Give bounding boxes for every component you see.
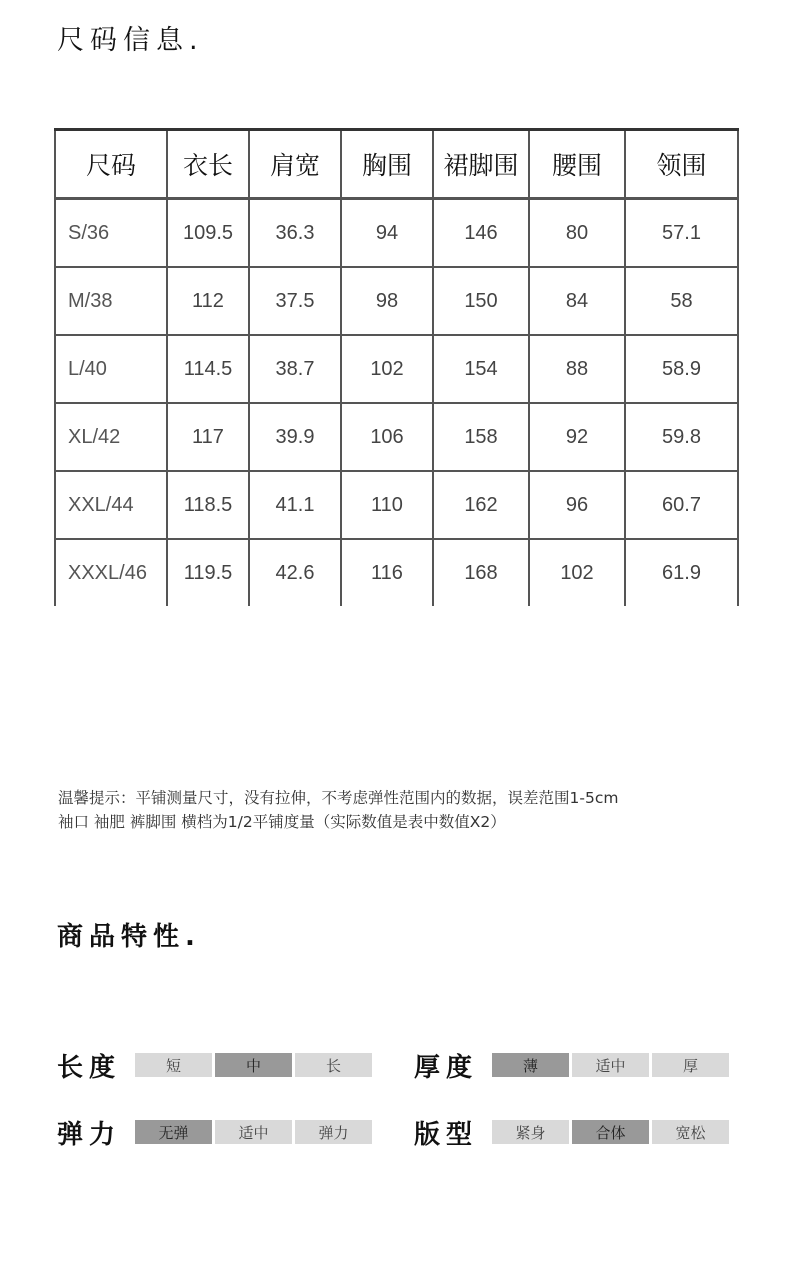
measurement-cell: 94 — [341, 199, 433, 268]
header-size: 尺码 — [55, 130, 167, 199]
measurement-cell: 112 — [167, 267, 249, 335]
measurement-cell: 102 — [341, 335, 433, 403]
size-cell: S/36 — [55, 199, 167, 268]
measurement-cell: 106 — [341, 403, 433, 471]
measurement-cell: 102 — [529, 539, 625, 606]
table-row — [55, 471, 738, 539]
measurement-cell: 98 — [341, 267, 433, 335]
feature-option: 短 — [135, 1053, 212, 1077]
feature-label: 长度 — [57, 1052, 122, 1083]
measurement-cell: 109.5 — [167, 199, 249, 268]
feature-row — [414, 1119, 729, 1150]
size-table-body — [55, 199, 738, 607]
measurement-cell: 36.3 — [249, 199, 341, 268]
measurement-cell: 158 — [433, 403, 529, 471]
measurement-cell: 58 — [625, 267, 738, 335]
measurement-cell: 114.5 — [167, 335, 249, 403]
measurement-cell: 41.1 — [249, 471, 341, 539]
size-cell: L/40 — [55, 335, 167, 403]
measurement-cell: 59.8 — [625, 403, 738, 471]
measurement-cell: 150 — [433, 267, 529, 335]
feature-option: 紧身 — [492, 1120, 569, 1144]
table-row — [55, 539, 738, 606]
header-waist: 腰围 — [529, 130, 625, 199]
product-features-title: 商品特性. — [57, 922, 201, 952]
measurement-cell: 84 — [529, 267, 625, 335]
table-row — [55, 403, 738, 471]
measurement-cell: 61.9 — [625, 539, 738, 606]
measurement-cell: 110 — [341, 471, 433, 539]
feature-options — [492, 1053, 729, 1077]
size-table — [54, 128, 739, 606]
feature-options — [135, 1053, 372, 1077]
feature-option-selected: 合体 — [572, 1120, 649, 1144]
notes-line-2: 袖口 袖肥 裤脚围 横档为1/2平铺度量（实际数值是表中数值X2） — [58, 813, 506, 831]
measurement-cell: 118.5 — [167, 471, 249, 539]
feature-row — [57, 1119, 372, 1150]
feature-option: 适中 — [215, 1120, 292, 1144]
measurement-cell: 80 — [529, 199, 625, 268]
measurement-cell: 42.6 — [249, 539, 341, 606]
measurement-cell: 119.5 — [167, 539, 249, 606]
feature-options — [492, 1120, 729, 1144]
feature-option-selected: 中 — [215, 1053, 292, 1077]
measurement-cell: 57.1 — [625, 199, 738, 268]
measurement-notes — [58, 786, 758, 834]
header-hem: 裙脚围 — [433, 130, 529, 199]
measurement-cell: 117 — [167, 403, 249, 471]
size-cell: M/38 — [55, 267, 167, 335]
feature-option-selected: 无弹 — [135, 1120, 212, 1144]
feature-option: 宽松 — [652, 1120, 729, 1144]
feature-label: 弹力 — [57, 1119, 122, 1150]
feature-options — [135, 1120, 372, 1144]
size-table-header-row — [55, 130, 738, 199]
measurement-cell: 88 — [529, 335, 625, 403]
measurement-cell: 168 — [433, 539, 529, 606]
measurement-cell: 154 — [433, 335, 529, 403]
table-row — [55, 267, 738, 335]
measurement-cell: 92 — [529, 403, 625, 471]
feature-option: 弹力 — [295, 1120, 372, 1144]
measurement-cell: 38.7 — [249, 335, 341, 403]
feature-label: 厚度 — [414, 1052, 479, 1083]
measurement-cell: 39.9 — [249, 403, 341, 471]
measurement-cell: 162 — [433, 471, 529, 539]
feature-option: 适中 — [572, 1053, 649, 1077]
feature-label: 版型 — [414, 1119, 479, 1150]
size-info-title: 尺码信息. — [57, 25, 204, 56]
notes-line-1: 温馨提示：平铺测量尺寸，没有拉伸，不考虑弹性范围内的数据，误差范围1-5cm — [58, 789, 619, 807]
size-cell: XXXL/46 — [55, 539, 167, 606]
feature-row — [414, 1052, 729, 1083]
feature-option-selected: 薄 — [492, 1053, 569, 1077]
header-shoulder: 肩宽 — [249, 130, 341, 199]
header-length: 衣长 — [167, 130, 249, 199]
feature-option: 厚 — [652, 1053, 729, 1077]
measurement-cell: 60.7 — [625, 471, 738, 539]
header-collar: 领围 — [625, 130, 738, 199]
size-cell: XL/42 — [55, 403, 167, 471]
measurement-cell: 37.5 — [249, 267, 341, 335]
measurement-cell: 116 — [341, 539, 433, 606]
header-chest: 胸围 — [341, 130, 433, 199]
table-row — [55, 335, 738, 403]
table-row — [55, 199, 738, 268]
feature-row — [57, 1052, 372, 1083]
feature-option: 长 — [295, 1053, 372, 1077]
measurement-cell: 58.9 — [625, 335, 738, 403]
measurement-cell: 96 — [529, 471, 625, 539]
measurement-cell: 146 — [433, 199, 529, 268]
size-cell: XXL/44 — [55, 471, 167, 539]
